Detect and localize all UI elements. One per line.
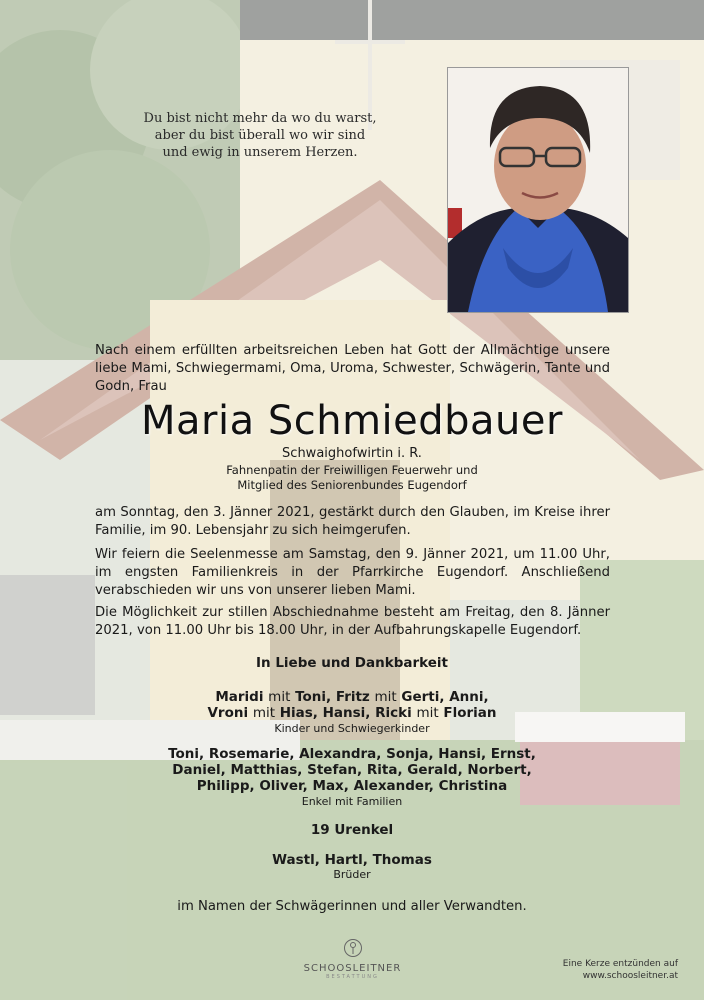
candle-text: Eine Kerze entzünden auf (562, 959, 678, 969)
children-caption: Kinder und Schwiegerkinder (274, 722, 430, 735)
logo-flower-icon (343, 938, 363, 958)
paragraph-mass: Wir feiern die Seelenmesse am Samstag, den 9. Jänner 2021, um 11.00 Uhr, im engsten Familienkreis in der Pfarrkirche Eugendorf. Anschließend verabschieden wir uns von unserer lieben Mami. (95, 547, 610, 598)
deceased-title: Schwaighofwirtin i. R. (282, 446, 422, 461)
paragraph-farewell: Die Möglichkeit zur stillen Abschiednahme besteht am Freitag, den 8. Jänner 2021, von 11.00 Uhr bis 18.00 Uhr, in der Aufbahrungskapelle Eugendorf. (95, 605, 610, 638)
candle-info (520, 958, 678, 982)
connector: mit (268, 689, 291, 705)
dank-heading: In Liebe und Dankbarkeit (255, 655, 448, 671)
grandchildren-caption: Enkel mit Familien (301, 795, 403, 808)
paragraph-death: am Sonntag, den 3. Jänner 2021, gestärkt durch den Glauben, im Kreise ihrer Familie, im 90. Lebensjahr zu sich heimgerufen. (95, 505, 610, 538)
candle-link[interactable]: www.schoosleitner.at (582, 971, 678, 981)
grandchildren-line: Philipp, Oliver, Max, Alexander, Christina (196, 778, 508, 794)
subtitle-line: Fahnenpatin der Freiwilligen Feuerwehr und (226, 463, 478, 477)
quote-line: und ewig in unserem Herzen. (162, 145, 358, 160)
connector: mit (252, 705, 276, 721)
memorial-quote (110, 110, 410, 161)
family-name: Hias, Hansi, Ricki (279, 705, 412, 721)
grandchildren-line: Daniel, Matthias, Stefan, Rita, Gerald, Norbert, (172, 762, 532, 778)
family-name: Vroni (207, 705, 249, 721)
logo-name: SCHOOSLEITNER (303, 963, 402, 974)
family-name: Florian (443, 705, 497, 721)
subtitle-line: Mitglied des Seniorenbundes Eugendorf (237, 478, 467, 492)
family-name: Toni, Fritz (295, 689, 370, 705)
quote-line: aber du bist überall wo wir sind (154, 128, 366, 143)
portrait-photo (448, 68, 628, 312)
great-grandchildren: 19 Urenkel (310, 822, 394, 838)
intro-text: Nach einem erfüllten arbeitsreichen Leben hat Gott der Allmächtige unsere liebe Mami, Schwiegermami, Oma, Uroma, Schwester, Schwägerin, Tante und Godn, Frau (95, 343, 610, 394)
logo-tagline: BESTATTUNG (326, 974, 379, 980)
deceased-name: Maria Schmiedbauer (141, 398, 563, 444)
family-name: Gerti, Anni, (401, 689, 489, 705)
connector: mit (416, 705, 439, 721)
closing-line: im Namen der Schwägerinnen und aller Verwandten. (177, 899, 527, 914)
portrait-image (448, 68, 628, 312)
grandchildren-line: Toni, Rosemarie, Alexandra, Sonja, Hansi, Ernst, (168, 746, 536, 762)
quote-line: Du bist nicht mehr da wo du warst, (143, 111, 377, 126)
children-line-2 (0, 705, 704, 722)
brothers-names: Wastl, Hartl, Thomas (272, 852, 432, 868)
family-name: Maridi (215, 689, 264, 705)
brothers-caption: Brüder (333, 868, 371, 881)
connector: mit (374, 689, 397, 705)
children-line-1 (0, 689, 704, 706)
funeral-home-logo (300, 938, 405, 980)
